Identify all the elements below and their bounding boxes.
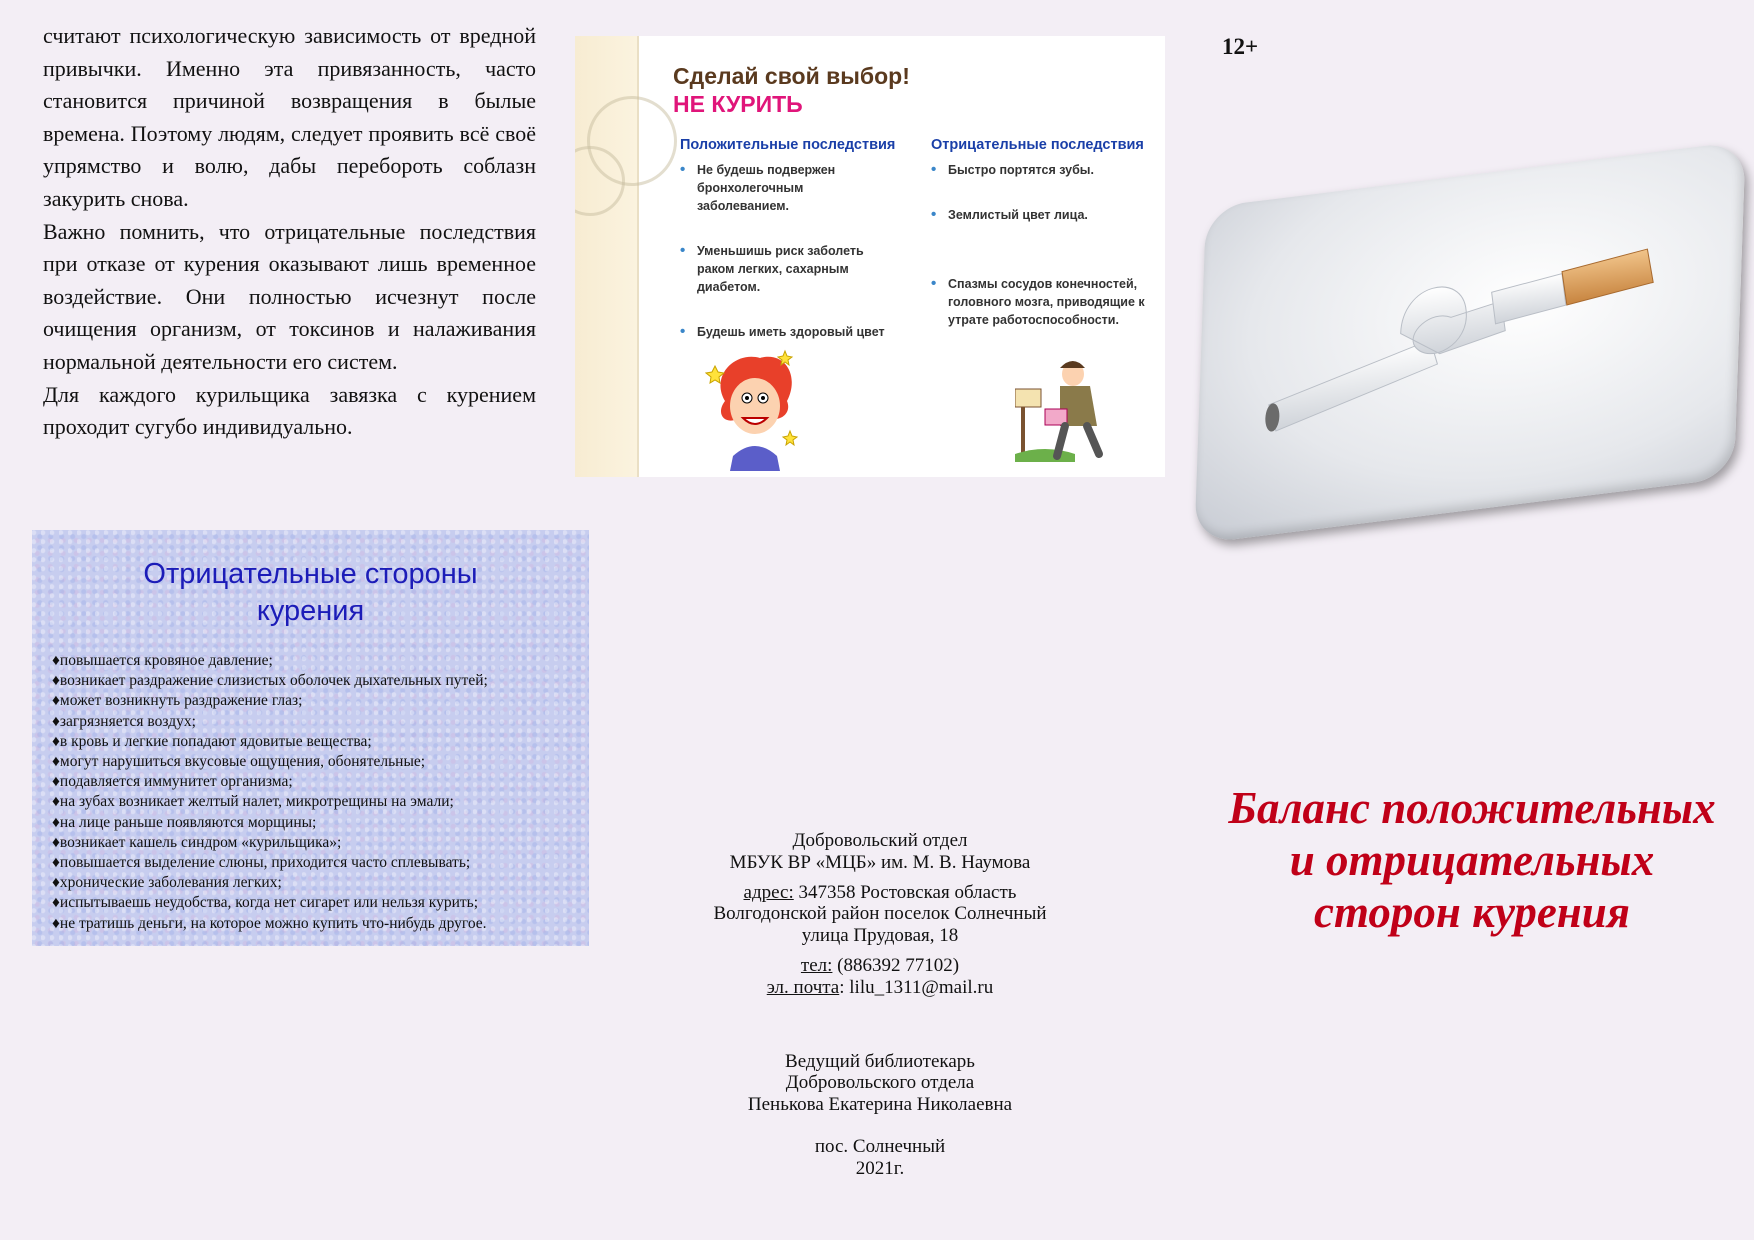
author-line: Пенькова Екатерина Николаевна [747, 1094, 1013, 1116]
age-rating: 12+ [1222, 34, 1259, 59]
paragraph-1: считают психологическую зависимость от вредной привычки. Именно эта привязанность, часто становится причиной возвращения в былые времена. Поэтому людям, следует проявить всё своё упрямство и волю, дабы перебороть соблазн закурить снова. [43, 23, 536, 211]
phone-value: (886392 77102) [832, 954, 960, 976]
positive-effect-item: • Будешь иметь здоровый цвет [680, 323, 910, 341]
negative-effect-item: • Землистый цвет лица. [931, 206, 1151, 224]
negative-sides-title [32, 556, 589, 630]
phone-label: тел: [800, 954, 833, 976]
list-item: ♦ возникает кашель синдром «курильщика»; [52, 833, 488, 853]
negative-sides-list [52, 651, 488, 934]
negative-effect-item: • Быстро портятся зубы. [931, 161, 1151, 179]
list-item: ♦ хронические заболевания легких; [52, 873, 488, 893]
place-line: пос. Солнечный [814, 1135, 946, 1157]
negative-sides-box [32, 530, 589, 946]
negative-sides-title-line2: курения [256, 595, 365, 627]
left-column-text [43, 20, 536, 444]
list-item: ♦ подавляется иммунитет организма; [52, 772, 488, 792]
address-label: адрес: [743, 881, 794, 903]
brochure-title-line1: Баланс положительных [1228, 783, 1716, 833]
list-item: ♦ на лице раньше появляются морщины; [52, 813, 488, 833]
list-item: ♦ возникает раздражение слизистых оболочек дыхательных путей; [52, 671, 488, 691]
email-label: эл. почта [766, 976, 840, 998]
happy-woman-illustration [705, 346, 805, 471]
contact-block [655, 830, 1105, 1180]
author-line: Ведущий библиотекарь [785, 1050, 975, 1072]
positive-effects-title: Положительные последствия [680, 137, 896, 153]
list-item: ♦ могут нарушиться вкусовые ощущения, обонятельные; [52, 752, 488, 772]
knotted-cigarette-photo [1194, 141, 1745, 544]
org-line: Добровольский отдел [792, 830, 968, 851]
positive-effect-item: • Не будешь подвержен бронхолегочным заболеванием. [680, 161, 890, 215]
paragraph-2: Важно помнить, что отрицательные последствия при отказе от курения оказывают лишь временное воздействие. Они полностью исчезнут после очищения организм, от токсинов и налаживания нормальной деятельности его систем. [43, 218, 536, 374]
list-item: ♦ может возникнуть раздражение глаз; [52, 691, 488, 711]
positive-effect-item: • Уменьшишь риск заболеть раком легких, сахарным диабетом. [680, 242, 890, 296]
list-item: ♦ повышается кровяное давление; [52, 651, 488, 671]
brochure-title-line3: сторон курения [1314, 887, 1630, 937]
negative-sides-title-line1: Отрицательные стороны [143, 558, 478, 590]
list-item: ♦ испытываешь неудобства, когда нет сигарет или нельзя курить; [52, 893, 488, 913]
address-line: улица Прудовая, 18 [801, 925, 959, 947]
paragraph-3: Для каждого курильщика завязка с курением проходит сугубо индивидуально. [43, 381, 536, 440]
year-line: 2021г. [855, 1157, 905, 1179]
negative-effects-title: Отрицательные последствия [931, 137, 1144, 153]
choice-infographic [575, 36, 1165, 477]
list-item: ♦ не тратишь деньги, на которое можно купить что-нибудь другое. [52, 914, 488, 934]
author-line: Добровольского отдела [785, 1072, 975, 1094]
infographic-heading: Сделай свой выбор! [673, 63, 910, 89]
address-line: Волгодонской район поселок Солнечный [713, 903, 1047, 925]
brochure-title-line2: и отрицательных [1289, 835, 1655, 885]
email-line [655, 977, 1105, 999]
org-line: МБУК ВР «МЦБ» им. М. В. Наумова [729, 851, 1031, 873]
email-value: : lilu_1311@mail.ru [839, 976, 994, 998]
list-item: ♦ в кровь и легкие попадают ядовитые вещества; [52, 732, 488, 752]
knotted-cigarette-illustration [1194, 141, 1745, 544]
brochure-title [1192, 782, 1752, 938]
list-item: ♦ на зубах возникает желтый налет, микротрещины на эмали; [52, 792, 488, 812]
list-item: ♦ загрязняется воздух; [52, 712, 488, 732]
phone-line [655, 955, 1105, 977]
negative-effect-item: • Спазмы сосудов конечностей, головного мозга, приводящие к утрате работоспособности. [931, 275, 1151, 329]
list-item: ♦ повышается выделение слюны, приходится часто сплевывать; [52, 853, 488, 873]
tired-man-illustration [1015, 354, 1125, 464]
address-line [655, 882, 1105, 904]
infographic-subheading: НЕ КУРИТЬ [673, 91, 803, 117]
address-value: 347358 Ростовская область [793, 881, 1017, 903]
